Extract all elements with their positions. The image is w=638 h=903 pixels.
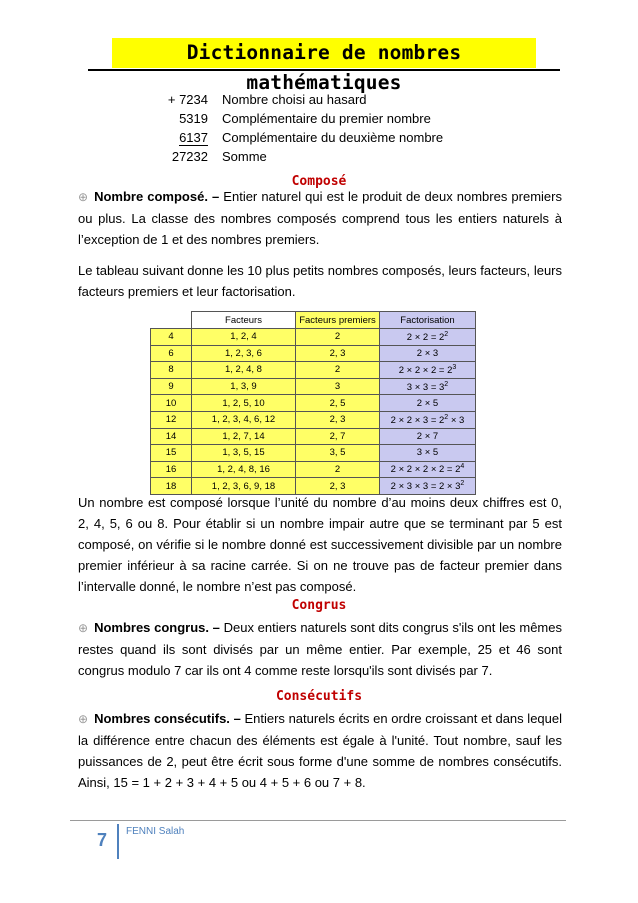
exponent: 2 bbox=[444, 380, 449, 388]
addition-row bbox=[140, 90, 443, 109]
table-cell-prime-factors: 2 bbox=[296, 329, 380, 346]
table-cell-prime-factors: 2, 3 bbox=[296, 345, 380, 362]
exponent: 3 bbox=[452, 363, 457, 371]
table-cell-factors: 1, 2, 3, 6 bbox=[192, 345, 296, 362]
table-cell-prime-factors: 3 bbox=[296, 378, 380, 395]
bullet-icon: ⊕ bbox=[78, 621, 89, 635]
addition-row bbox=[140, 147, 443, 166]
table-cell-number: 4 bbox=[151, 329, 192, 346]
table-cell-number: 10 bbox=[151, 395, 192, 412]
table-header-cell: Facteurs bbox=[192, 312, 296, 329]
table-cell-prime-factors: 3, 5 bbox=[296, 445, 380, 462]
table-cell-factors: 1, 3, 5, 15 bbox=[192, 445, 296, 462]
table-body bbox=[151, 329, 476, 495]
addition-label: Complémentaire du premier nombre bbox=[222, 111, 431, 126]
table-header-cell: Facteurs premiers bbox=[296, 312, 380, 329]
table-cell-number: 15 bbox=[151, 445, 192, 462]
factorisation-text: 3 × 3 = 3 bbox=[406, 381, 445, 393]
composite-table bbox=[150, 311, 476, 495]
section-title-compose: Composé bbox=[291, 174, 347, 189]
page-number: 7 bbox=[96, 830, 107, 850]
exponent: 2 bbox=[444, 413, 449, 421]
addition-row bbox=[140, 128, 443, 147]
factorisation-tail: × 3 bbox=[448, 414, 465, 426]
table-cell-factors: 1, 2, 4, 8 bbox=[192, 362, 296, 379]
congrus-definition-text: Deux entiers naturels sont dits congrus s'ils ont les mêmes restes quand ils sont divisés par un même entier. Par exemple, 25 et 46 sont congrus modulo 7 car ils ont 4 comme reste lorsqu'ils sont divisés par 7. bbox=[78, 620, 562, 678]
table-cell-number: 12 bbox=[151, 411, 192, 428]
table-cell-factorisation bbox=[380, 461, 476, 478]
table-cell-factorisation bbox=[380, 329, 476, 346]
table-cell-factors: 1, 2, 4, 8, 16 bbox=[192, 461, 296, 478]
footer-divider bbox=[117, 824, 119, 859]
exponent: 4 bbox=[460, 463, 465, 471]
exponent: 2 bbox=[444, 330, 449, 338]
table-cell-prime-factors: 2, 3 bbox=[296, 478, 380, 495]
table-cell-factors: 1, 2, 3, 4, 6, 12 bbox=[192, 411, 296, 428]
table-row bbox=[151, 461, 476, 478]
addition-number: 5319 bbox=[179, 111, 208, 126]
page-title: Dictionnaire de nombres mathématiques bbox=[112, 38, 536, 68]
table-row bbox=[151, 428, 476, 445]
factorisation-text: 3 × 5 bbox=[416, 447, 439, 459]
addition-example bbox=[140, 90, 443, 166]
table-cell-factorisation bbox=[380, 445, 476, 462]
bullet-icon: ⊕ bbox=[78, 190, 89, 204]
table-row bbox=[151, 445, 476, 462]
table-cell-factorisation bbox=[380, 395, 476, 412]
table-row bbox=[151, 378, 476, 395]
table-cell-number: 14 bbox=[151, 428, 192, 445]
table-cell-prime-factors: 2, 7 bbox=[296, 428, 380, 445]
table-header-empty bbox=[151, 312, 192, 329]
factorisation-text: 2 × 2 × 2 × 2 = 2 bbox=[390, 464, 461, 476]
factorisation-text: 2 × 2 × 2 = 2 bbox=[398, 365, 453, 377]
table-cell-prime-factors: 2, 3 bbox=[296, 411, 380, 428]
table-cell-factorisation bbox=[380, 362, 476, 379]
table-cell-factorisation bbox=[380, 411, 476, 428]
exponent: 2 bbox=[460, 480, 465, 488]
table-cell-prime-factors: 2 bbox=[296, 362, 380, 379]
compose-term: Nombre composé. – bbox=[94, 189, 220, 204]
compose-explanation: Un nombre est composé lorsque l’unité du nombre d’au moins deux chiffres est 0, 2, 4, 5, 6 ou 8. Pour établir si un nombre impair autre que se terminant par 5 est composé, on vérifie si le nombre donné est successivement divisible par un nombre premier inférieur à sa racine carrée. Si on ne trouve pas de facteur premier dans l’intervalle donné, le nombre n’est pas composé. bbox=[78, 495, 562, 594]
addition-label: Nombre choisi au hasard bbox=[222, 92, 367, 107]
footer-rule bbox=[70, 820, 566, 821]
section-title-congrus: Congrus bbox=[291, 598, 347, 613]
page-header bbox=[88, 38, 560, 94]
table-cell-factors: 1, 2, 5, 10 bbox=[192, 395, 296, 412]
table-cell-number: 8 bbox=[151, 362, 192, 379]
addition-number bbox=[140, 128, 222, 147]
addition-number: + 7234 bbox=[167, 92, 208, 107]
table-cell-factors: 1, 2, 7, 14 bbox=[192, 428, 296, 445]
bullet-icon: ⊕ bbox=[78, 712, 89, 726]
footer-author: FENNI Salah bbox=[126, 826, 185, 837]
table-header-row bbox=[151, 312, 476, 329]
addition-label: Somme bbox=[222, 149, 267, 164]
consecutifs-definition-text: Entiers naturels écrits en ordre croissant et dans lequel la différence entre chacun des éléments est égale à l'unité. Tout nombre, sauf les puissances de 2, peut être écrit sous forme d'une somme de nombres consécutifs. Ainsi, 15 = 1 + 2 + 3 + 4 + 5 ou 4 + 5 + 6 ou 7 + 8. bbox=[78, 711, 563, 790]
consecutifs-definition bbox=[78, 708, 562, 793]
table-cell-factors: 1, 3, 9 bbox=[192, 378, 296, 395]
factorisation-text: 2 × 3 bbox=[416, 347, 439, 359]
section-title-consecutifs: Consécutifs bbox=[275, 689, 363, 704]
compose-intro: Le tableau suivant donne les 10 plus petits nombres composés, leurs facteurs, leurs facteurs premiers et leur factorisation. bbox=[78, 263, 562, 299]
compose-definition-text: Entier naturel qui est le produit de deux nombres premiers ou plus. La classe des nombres composés comprend tous les entiers naturels à l’exception de 1 et des nombres premiers. bbox=[78, 189, 562, 247]
factorisation-text: 2 × 2 = 2 bbox=[406, 331, 445, 343]
table-cell-number: 9 bbox=[151, 378, 192, 395]
table-cell-factorisation bbox=[380, 345, 476, 362]
table-cell-factors: 1, 2, 3, 6, 9, 18 bbox=[192, 478, 296, 495]
table-row bbox=[151, 329, 476, 346]
table-cell-number: 6 bbox=[151, 345, 192, 362]
addition-number: 27232 bbox=[171, 149, 208, 164]
addition-label: Complémentaire du deuxième nombre bbox=[222, 130, 444, 145]
factorisation-text: 2 × 2 × 3 = 2 bbox=[390, 414, 445, 426]
table-row bbox=[151, 395, 476, 412]
table-cell-factors: 1, 2, 4 bbox=[192, 329, 296, 346]
table-cell-number: 18 bbox=[151, 478, 192, 495]
table-cell-factorisation bbox=[380, 428, 476, 445]
table-row bbox=[151, 362, 476, 379]
table-cell-prime-factors: 2, 5 bbox=[296, 395, 380, 412]
compose-definition bbox=[78, 186, 562, 250]
table-cell-number: 16 bbox=[151, 461, 192, 478]
factorisation-text: 2 × 7 bbox=[416, 430, 439, 442]
consecutifs-term: Nombres consécutifs. – bbox=[94, 711, 241, 726]
factorisation-text: 2 × 3 × 3 = 2 × 3 bbox=[390, 481, 461, 493]
table-row bbox=[151, 411, 476, 428]
header-rule bbox=[88, 69, 560, 71]
table-cell-prime-factors: 2 bbox=[296, 461, 380, 478]
table-cell-factorisation bbox=[380, 378, 476, 395]
table-row bbox=[151, 345, 476, 362]
congrus-definition bbox=[78, 617, 562, 681]
addition-row bbox=[140, 109, 443, 128]
congrus-term: Nombres congrus. – bbox=[94, 620, 220, 635]
addition-number-text: 6137 bbox=[179, 130, 208, 145]
table-header-cell: Factorisation bbox=[380, 312, 476, 329]
factorisation-text: 2 × 5 bbox=[416, 397, 439, 409]
